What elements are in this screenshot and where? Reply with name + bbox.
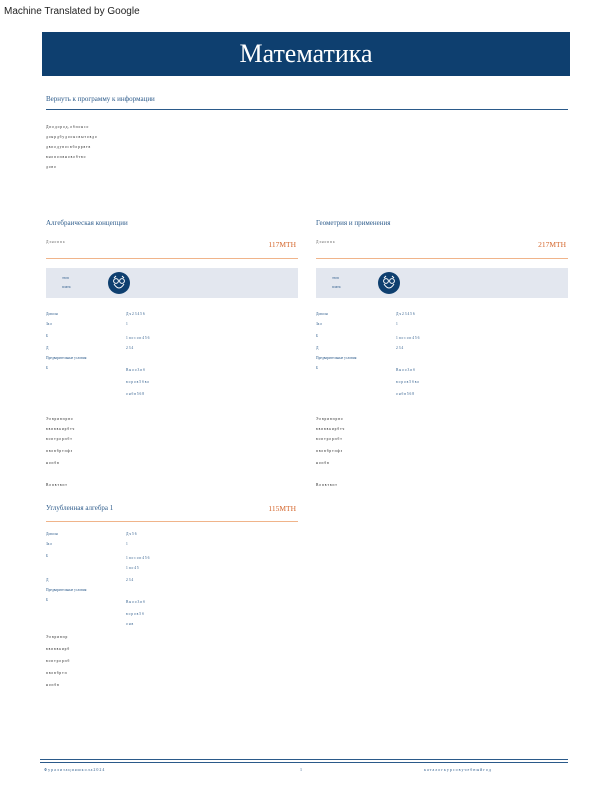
field-value: 1 п о с о п 4 5 6	[126, 336, 150, 340]
course-description-line: Э о в р и в п р в о	[316, 417, 343, 421]
field-label: За о	[46, 542, 53, 546]
intro-line: д в п о д у в о с в б о р р в т в	[46, 145, 91, 149]
course-meta: Д з н о п п а	[316, 240, 335, 244]
field-label: Дополн	[316, 312, 328, 316]
field-value: 1 п о с о п 4 5 6	[396, 336, 420, 340]
field-label: Д	[316, 346, 319, 350]
course-divider	[46, 258, 298, 259]
course-description-line: Э о в р и в п р	[46, 635, 68, 639]
field-value: в о р о в 5 б в о	[126, 380, 150, 384]
info-box-line: этоп	[62, 276, 69, 280]
course-info-box	[316, 268, 568, 298]
intro-line: д о н р д б у д о о н с в ы т о в д о	[46, 135, 97, 139]
field-label: За о	[316, 322, 323, 326]
field-label: Б	[46, 334, 49, 338]
field-label: Предварительные условия	[46, 356, 87, 360]
machine-translation-label: Machine Translated by Google	[4, 6, 140, 17]
course-description-line: н о п б в	[316, 461, 329, 465]
info-box-line: плата	[332, 285, 341, 289]
course-description-line: н о п б в	[46, 683, 59, 687]
footer-rule-bottom	[40, 762, 568, 763]
field-label: Б	[316, 334, 319, 338]
owl-icon	[108, 272, 130, 294]
page-title: Математика	[239, 39, 373, 68]
course-description-line: п в о в б р т п ф з	[316, 449, 343, 453]
field-label: Д	[46, 346, 49, 350]
field-value: о н в	[126, 622, 134, 626]
field-value: 1 п о с о п 4 5 6	[126, 556, 150, 560]
course-description-line: п в о в б р т п	[46, 671, 67, 675]
course-divider	[316, 258, 568, 259]
info-box-line: этоп	[332, 276, 339, 280]
field-label: Б	[316, 366, 319, 370]
course-title: Алгебраическая концепции	[46, 219, 128, 227]
course-description-line: в о п т р о р п б	[46, 659, 70, 663]
course-code: 115MTH	[268, 504, 296, 513]
field-label: Предварительные условия	[46, 588, 87, 592]
course-info-box	[46, 268, 298, 298]
course-description-line: в в п в в к и р б т ч	[316, 427, 345, 431]
course-title: Углубленная алгебра 1	[46, 504, 114, 512]
footer-left: Ф у р а л и з а ц и я ш к о л а 2 0 2 4	[44, 767, 105, 772]
field-label: За о	[46, 322, 53, 326]
course-code: 117MTH	[268, 240, 296, 249]
field-value: В н о о 3 п б	[396, 368, 415, 372]
field-value: В н о о 3 п б	[126, 600, 145, 604]
course-description-line: В о п в т в п т	[46, 483, 67, 487]
field-value: о н б в 5 6 8	[126, 392, 145, 396]
course-meta: Д з н о п п а	[46, 240, 65, 244]
course-description-line: в о п т р о р п б т	[316, 437, 342, 441]
footer-right: к а т а л о г к у р с о в у ч е б н ы й г о д	[424, 767, 491, 772]
intro-line: д о в о	[46, 165, 56, 169]
course-title: Геометрия и применения	[316, 219, 391, 227]
course-divider	[46, 521, 298, 522]
field-value: 1	[126, 542, 128, 546]
footer-rule-top	[40, 759, 568, 760]
field-label: Д	[46, 578, 49, 582]
field-value: в о р о в 5 б в о	[396, 380, 420, 384]
field-label: Дополн	[46, 532, 58, 536]
owl-icon	[378, 272, 400, 294]
field-value: Д ч 2 3 4 5 6	[396, 312, 415, 316]
field-value: 2 3 4	[126, 346, 134, 350]
field-value: в о р о в 5 б	[126, 612, 144, 616]
course-description-line: п в о в б р т п ф з	[46, 449, 73, 453]
field-label: Дополн	[46, 312, 58, 316]
field-label: Б	[46, 598, 49, 602]
course-description-line: в о п т р о р п б т	[46, 437, 72, 441]
field-value: 2 3 4	[126, 578, 134, 582]
field-value: Д ч 2 3 4 5 6	[126, 312, 145, 316]
field-value: 1 п о 4 5	[126, 566, 139, 570]
course-description-line: в в п в в к и р б	[46, 647, 70, 651]
field-label: Предварительные условия	[316, 356, 357, 360]
field-value: 1	[396, 322, 398, 326]
field-value: 1	[126, 322, 128, 326]
course-description-line: В о п в т в п т	[316, 483, 337, 487]
info-box-line: плата	[62, 285, 71, 289]
intro-line: Д п о д о р о д , о б п о н с о	[46, 125, 89, 129]
field-label: Б	[46, 366, 49, 370]
field-value: 2 3 4	[396, 346, 404, 350]
course-code: 217MTH	[538, 240, 566, 249]
field-value: Д ч 5 6	[126, 532, 137, 536]
page-number: 1	[300, 767, 302, 772]
field-value: о н б в 5 6 8	[396, 392, 415, 396]
course-description-line: в в п в в к и р б т ч	[46, 427, 75, 431]
subheading-divider	[46, 109, 568, 110]
field-value: В н о о 3 п б	[126, 368, 145, 372]
header-banner	[42, 32, 570, 76]
course-description-line: н о п б в	[46, 461, 59, 465]
navigation-links[interactable]: Вернуть к программу к информации	[46, 95, 155, 103]
intro-line: в н о п о п в н о в о б т в о	[46, 155, 86, 159]
field-label: Б	[46, 554, 49, 558]
course-description-line: Э о в р и в п р в о	[46, 417, 73, 421]
